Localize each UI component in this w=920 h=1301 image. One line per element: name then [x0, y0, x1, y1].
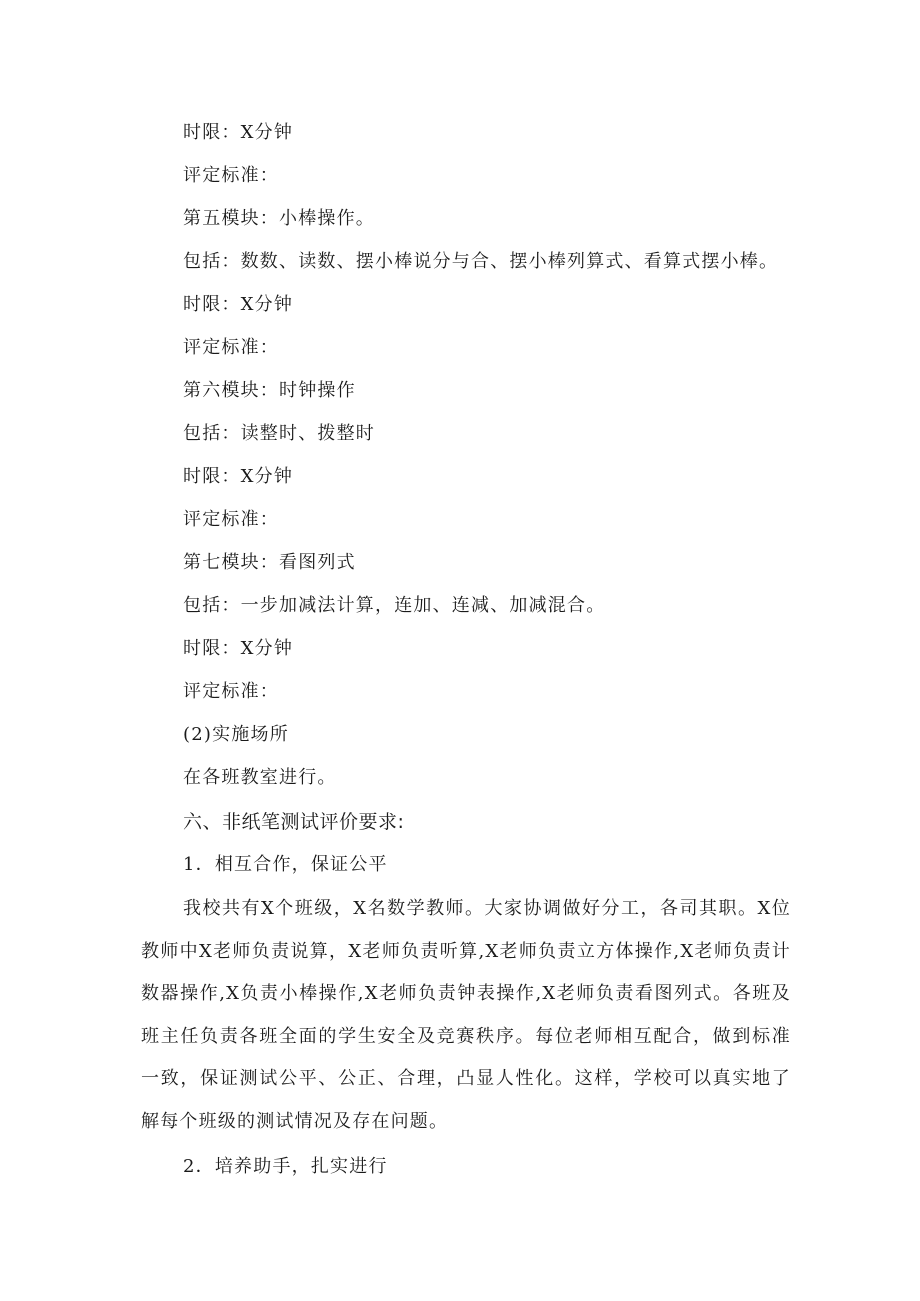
criteria-line: 评定标准： [183, 681, 279, 702]
criteria-line: 评定标准： [183, 165, 279, 186]
time-limit-line: 时限：X分钟 [183, 638, 294, 659]
criteria-line: 评定标准： [183, 337, 279, 358]
module-five-title: 第五模块：小棒操作。 [183, 208, 375, 229]
module-six-title: 第六模块：时钟操作 [183, 380, 356, 401]
item-one-paragraph: 我校共有X个班级，X名数学教师。大家协调做好分工，各司其职。X位教师中X老师负责说算，X老师负责听算,X老师负责立方体操作,X老师负责计数器操作,X负责小棒操作,X老师负责钟表操作,X老师负责看图列式。各班及班主任负责各班全面的学生安全及竞赛秩序。每位老师相互配合，做到标准一致，保证测试公平、公正、合理，凸显人性化。这样，学校可以真实地了解每个班级的测试情况及存在问题。 [141, 898, 791, 1132]
module-seven-title: 第七模块：看图列式 [183, 552, 356, 573]
module-five-includes: 包括：数数、读数、摆小棒说分与合、摆小棒列算式、看算式摆小棒。 [183, 251, 779, 272]
venue-text: 在各班教室进行。 [183, 767, 337, 788]
venue-subheading: (2)实施场所 [183, 724, 289, 745]
section-heading: 六、非纸笔测试评价要求: [183, 811, 405, 833]
module-six-includes: 包括：读整时、拨整时 [183, 423, 375, 444]
time-limit-line: 时限：X分钟 [183, 294, 294, 315]
item-two-title: 2．培养助手，扎实进行 [183, 1156, 388, 1177]
time-limit-line: 时限：X分钟 [183, 122, 294, 143]
item-one-title: 1．相互合作，保证公平 [183, 854, 388, 875]
criteria-line: 评定标准： [183, 509, 279, 530]
time-limit-line: 时限：X分钟 [183, 466, 294, 487]
module-seven-includes: 包括：一步加减法计算，连加、连减、加减混合。 [183, 595, 606, 616]
